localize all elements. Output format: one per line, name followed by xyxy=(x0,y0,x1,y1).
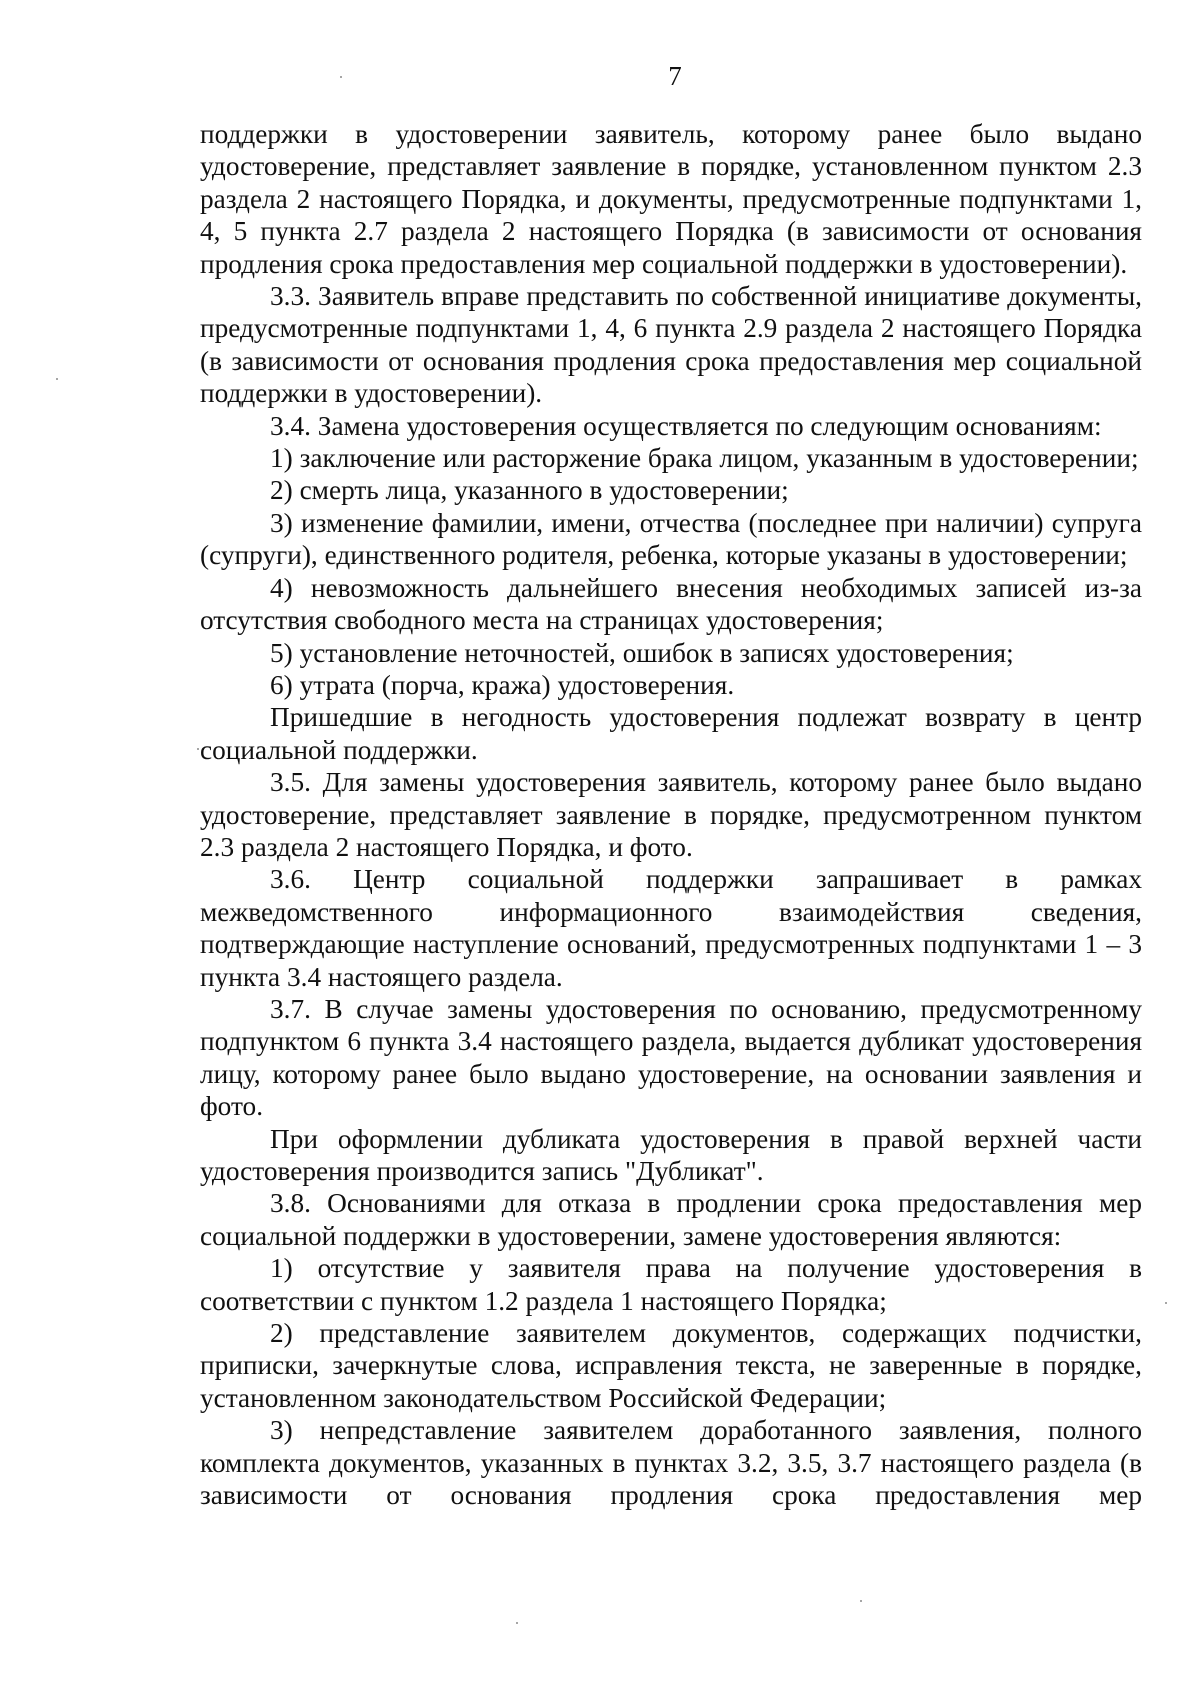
paragraph-3-8: 3.8. Основаниями для отказа в продлении срока предоставления мер социальной поддержки в удостоверении, замене удостоверения являются: xyxy=(200,1188,1142,1251)
scan-speck xyxy=(197,748,199,750)
paragraph-3-3: 3.3. Заявитель вправе представить по собственной инициативе документы, предусмотренные подпунктами 1, 4, 6 пункта 2.9 раздела 2 настоящего Порядка (в зависимости от основания продления срока предоставления мер социальной поддержки в удостоверении). xyxy=(200,281,1142,409)
list-item-3-8-2: 2) представление заявителем документов, содержащих подчистки, приписки, зачеркнутые слова, исправления текста, не заверенные в порядке, установленном законодательством Российской Федерации; xyxy=(200,1318,1142,1413)
document-body xyxy=(200,118,1142,1511)
paragraph-3-5: 3.5. Для замены удостоверения заявитель, которому ранее было выдано удостоверение, представляет заявление в порядке, предусмотренном пунктом 2.3 раздела 2 настоящего Порядка, и фото. xyxy=(200,767,1142,862)
paragraph-3-6: 3.6. Центр социальной поддержки запрашивает в рамках межведомственного информационного взаимодействия сведения, подтверждающие наступление оснований, предусмотренных подпунктами 1 – 3 пункта 3.4 настоящего раздела. xyxy=(200,864,1142,992)
scan-speck xyxy=(1165,1302,1167,1304)
list-item-3-4-1: 1) заключение или расторжение брака лицом, указанным в удостоверении; xyxy=(270,443,1139,474)
scan-speck xyxy=(860,1600,862,1602)
scan-speck xyxy=(340,76,342,78)
list-item-3-4-3: 3) изменение фамилии, имени, отчества (последнее при наличии) супруга (супруги), единственного родителя, ребенка, которые указаны в удостоверении; xyxy=(200,507,1142,571)
list-item-3-4-2: 2) смерть лица, указанного в удостоверении; xyxy=(270,475,789,506)
scan-speck xyxy=(56,378,58,380)
paragraph-3-7: 3.7. В случае замены удостоверения по основанию, предусмотренному подпунктом 6 пункта 3.4 настоящего раздела, выдается дубликат удостоверения лицу, которому ранее было выдано удостоверение, на основании заявления и фото. xyxy=(200,993,1142,1122)
list-item-3-8-3: 3) непредставление заявителем доработанного заявления, полного комплекта документов, указанных в пунктах 3.2, 3.5, 3.7 настоящего раздела (в зависимости от основания продления срока предоставления мер xyxy=(200,1415,1142,1511)
paragraph-3-4: 3.4. Замена удостоверения осуществляется по следующим основаниям: xyxy=(270,410,1102,441)
list-item-3-8-1: 1) отсутствие у заявителя права на получение удостоверения в соответствии с пунктом 1.2 раздела 1 настоящего Порядка; xyxy=(200,1253,1142,1316)
page-number: 7 xyxy=(668,61,682,91)
list-item-3-4-4: 4) невозможность дальнейшего внесения необходимых записей из-за отсутствия свободного места на страницах удостоверения; xyxy=(200,572,1142,636)
paragraph-continuation: поддержки в удостоверении заявитель, которому ранее было выдано удостоверение, представляет заявление в порядке, установленном пунктом 2.3 раздела 2 настоящего Порядка, и документы, предусмотренные подпунктами 1, 4, 5 пункта 2.7 раздела 2 настоящего Порядка (в зависимости от основания продления срока предоставления мер социальной поддержки в удостоверении). xyxy=(200,119,1142,279)
list-item-3-4-5: 5) установление неточностей, ошибок в записях удостоверения; xyxy=(270,637,1014,668)
paragraph-duplicate-note: При оформлении дубликата удостоверения в правой верхней части удостоверения производится запись "Дубликат". xyxy=(200,1123,1142,1186)
scan-speck xyxy=(516,1622,518,1624)
list-item-3-4-6: 6) утрата (порча, кража) удостоверения. xyxy=(270,669,735,700)
paragraph-return-note: Пришедшие в негодность удостоверения подлежат возврату в центр социальной поддержки. xyxy=(200,702,1142,765)
